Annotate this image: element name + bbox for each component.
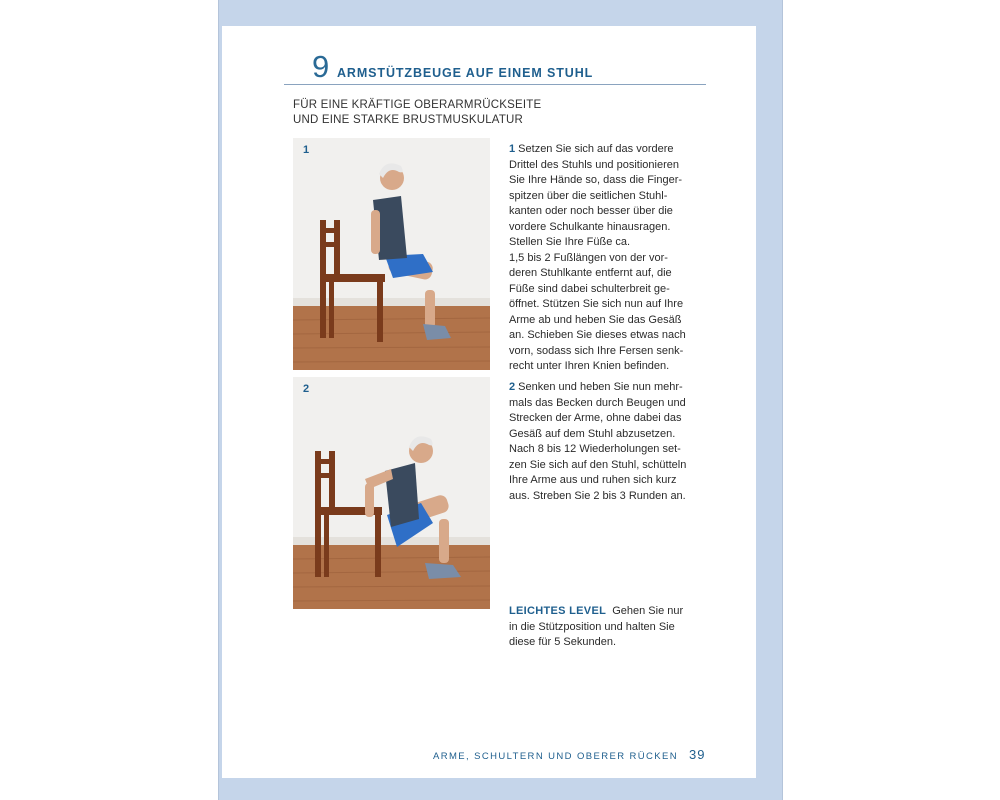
step-line: mals das Becken durch Beugen und (509, 396, 686, 409)
exercise-subtitle (293, 98, 623, 128)
step-line: vordere Schulkante hinausragen. (509, 220, 671, 233)
exercise-photo-2 (293, 377, 490, 609)
step-line: Arme ab und heben Sie das Gesäß (509, 313, 682, 326)
subtitle-line: FÜR EINE KRÄFTIGE OBERARMRÜCKSEITE (293, 99, 542, 111)
step-line: kanten oder noch besser über die (509, 205, 673, 217)
step-line: öffnet. Stützen Sie sich nun auf Ihre (509, 298, 684, 310)
footer-section-title: ARME, SCHULTERN UND OBERER RÜCKEN (433, 751, 679, 762)
easy-level-line: in die Stützposition und halten Sie (509, 620, 675, 633)
photo-label: 2 (303, 383, 310, 395)
chair-dip-upper-position-photo (293, 138, 490, 370)
step-number: 1 (509, 143, 516, 155)
step-number: 2 (509, 381, 516, 393)
easy-level-text (509, 604, 709, 651)
page-number: 39 (689, 747, 706, 762)
step-2-text (509, 380, 709, 504)
exercise-photo-1 (293, 138, 490, 370)
step-line: Drittel des Stuhls und positionieren (509, 158, 679, 171)
step-line: an. Schieben Sie dieses etwas nach (509, 329, 686, 341)
easy-level-line: diese für 5 Sekunden. (509, 636, 617, 648)
exercise-number: 9 (312, 49, 330, 84)
step-line: Nach 8 bis 12 Wiederholungen set- (509, 443, 681, 455)
step-line: Setzen Sie sich auf das vordere (515, 143, 674, 155)
chair-dip-lower-position-photo (293, 377, 490, 609)
easy-level-label: LEICHTES LEVEL (509, 605, 607, 617)
step-line: recht unter Ihren Knien befinden. (509, 360, 670, 372)
step-line: vorn, sodass sich Ihre Fersen senk- (509, 344, 684, 357)
photo-label: 1 (303, 144, 310, 156)
step-line: Füße sind dabei schulterbreit ge- (509, 282, 670, 295)
easy-level-line: Gehen Sie nur (606, 605, 684, 617)
step-line: aus. Streben Sie 2 bis 3 Runden an. (509, 489, 686, 502)
step-line: spitzen über die seitlichen Stuhl- (509, 189, 668, 202)
step-line: Stellen Sie Ihre Füße ca. (509, 236, 631, 248)
step-line: Ihre Arme aus und ruhen sich kurz (509, 474, 677, 486)
step-line: zen Sie sich auf den Stuhl, schütteln (509, 458, 687, 471)
step-line: Senken und heben Sie nun mehr- (515, 381, 683, 393)
step-line: Gesäß auf dem Stuhl abzusetzen. (509, 427, 676, 440)
step-line: deren Stuhlkante entfernt auf, die (509, 267, 672, 279)
step-1-text (509, 142, 709, 375)
step-line: Sie Ihre Hände so, dass die Finger- (509, 174, 683, 186)
exercise-title: ARMSTÜTZBEUGE AUF EINEM STUHL (337, 66, 594, 80)
title-divider (284, 84, 706, 85)
step-line: Strecken der Arme, ohne dabei das (509, 412, 682, 424)
subtitle-line: UND EINE STARKE BRUSTMUSKULATUR (293, 114, 524, 126)
step-line: 1,5 bis 2 Fußlängen von der vor- (509, 251, 668, 264)
